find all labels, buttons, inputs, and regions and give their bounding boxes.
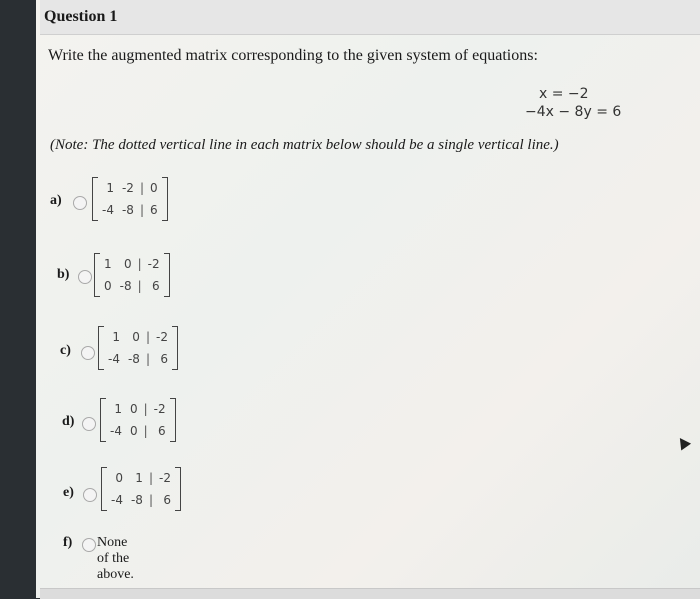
radio-button[interactable] — [82, 417, 96, 431]
matrix-cell: -2 — [155, 330, 168, 344]
matrix-divider: | — [139, 203, 144, 217]
matrix — [94, 253, 170, 297]
matrix-cell: 1 — [104, 257, 112, 271]
matrix-divider: | — [137, 257, 142, 271]
question-header — [40, 0, 700, 35]
matrix-cell: 1 — [114, 402, 122, 416]
matrix-divider: | — [137, 279, 142, 293]
matrix-cell: 0 — [132, 330, 140, 344]
matrix-divider: | — [145, 330, 150, 344]
equation-1: x = −2 — [539, 86, 589, 102]
matrix-cell: 6 — [160, 352, 168, 366]
matrix-cell: 6 — [157, 424, 166, 438]
matrix-cell: -8 — [127, 352, 140, 366]
choice-label: f) — [63, 535, 73, 550]
choice-label: c) — [60, 343, 71, 358]
mouse-pointer-icon — [675, 435, 691, 451]
matrix-table — [98, 177, 162, 221]
question-note: (Note: The dotted vertical line in each matrix below should be a single vertical line.) — [50, 137, 559, 153]
choice-label: a) — [50, 193, 62, 208]
next-question-header — [40, 588, 700, 599]
matrix-cell: -8 — [130, 493, 143, 507]
matrix-cell: 1 — [135, 471, 143, 485]
matrix-cell: 6 — [151, 279, 160, 293]
right-bracket — [172, 326, 178, 370]
matrix-cell: 0 — [115, 471, 123, 485]
matrix-cell: -2 — [121, 181, 134, 195]
radio-button[interactable] — [81, 346, 95, 360]
matrix-cell: 0 — [129, 424, 138, 438]
matrix-cell: -2 — [158, 471, 171, 485]
question-title: Question 1 — [44, 8, 118, 25]
matrix-cell: -4 — [111, 493, 123, 507]
choice-label: b) — [57, 267, 70, 282]
matrix — [92, 177, 168, 221]
radio-button[interactable] — [82, 538, 96, 552]
matrix-cell: 6 — [163, 493, 171, 507]
choice-label: e) — [63, 485, 74, 500]
matrix-cell: 0 — [104, 279, 112, 293]
matrix-divider: | — [148, 471, 153, 485]
matrix-table — [106, 398, 170, 442]
matrix — [98, 326, 178, 370]
matrix-cell: 0 — [129, 402, 138, 416]
matrix-cell: -8 — [121, 203, 134, 217]
matrix-cell: -4 — [110, 424, 122, 438]
question-page — [36, 0, 700, 598]
matrix-cell: -8 — [119, 279, 132, 293]
matrix-cell: -2 — [147, 257, 160, 271]
matrix-table — [104, 326, 172, 370]
matrix-cell: 0 — [149, 181, 158, 195]
radio-button[interactable] — [73, 196, 87, 210]
matrix-divider: | — [148, 493, 153, 507]
matrix-cell: -4 — [108, 352, 120, 366]
matrix-cell: 0 — [123, 257, 132, 271]
right-bracket — [175, 467, 181, 511]
matrix-divider: | — [143, 424, 148, 438]
radio-button[interactable] — [83, 488, 97, 502]
matrix-cell: 1 — [112, 330, 120, 344]
matrix — [100, 398, 176, 442]
right-bracket — [162, 177, 168, 221]
equation-2: −4x − 8y = 6 — [525, 104, 622, 120]
matrix-table — [107, 467, 175, 511]
none-of-the-above-text: None of the above. — [97, 535, 134, 582]
matrix-divider: | — [145, 352, 150, 366]
matrix-cell: 6 — [149, 203, 158, 217]
radio-button[interactable] — [78, 270, 92, 284]
right-bracket — [170, 398, 176, 442]
question-prompt: Write the augmented matrix corresponding to the given system of equations: — [48, 47, 538, 64]
matrix-divider: | — [139, 181, 144, 195]
matrix-divider: | — [143, 402, 148, 416]
matrix-cell: -2 — [153, 402, 166, 416]
matrix-table — [100, 253, 164, 297]
right-bracket — [164, 253, 170, 297]
matrix — [101, 467, 181, 511]
matrix-cell: 1 — [106, 181, 114, 195]
choice-label: d) — [62, 414, 75, 429]
matrix-cell: -4 — [102, 203, 114, 217]
